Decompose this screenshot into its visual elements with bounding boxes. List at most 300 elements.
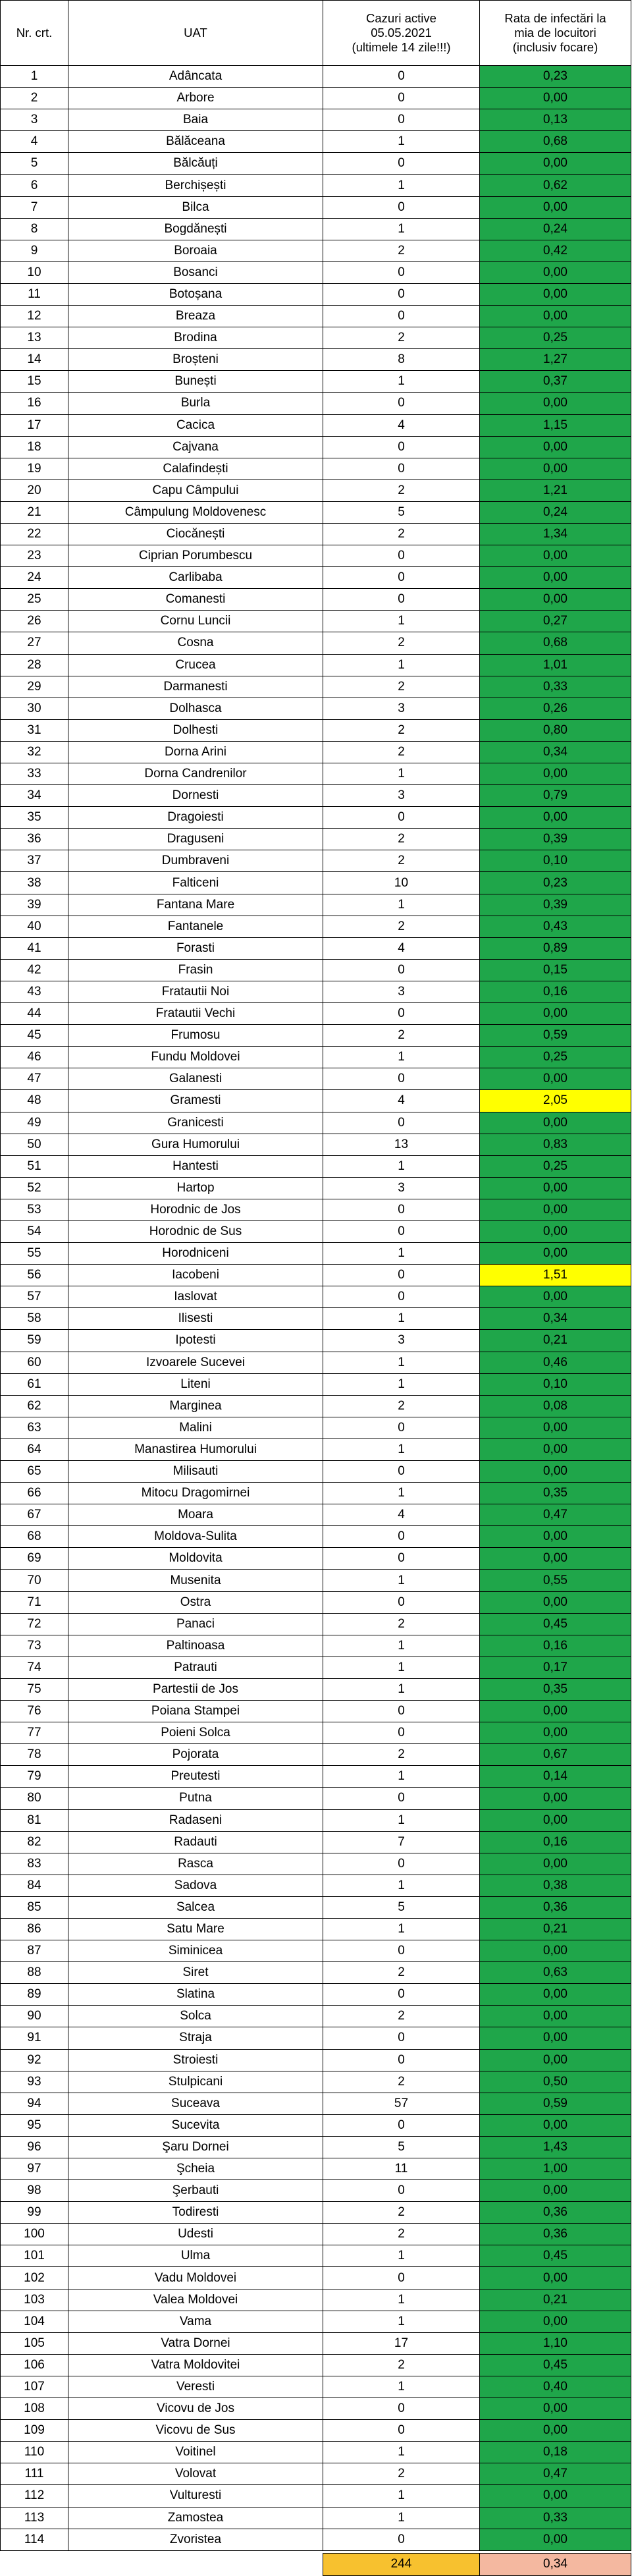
cell-cases[interactable]: 1 [323, 1570, 480, 1591]
cell-nr[interactable]: 92 [1, 2049, 68, 2071]
cell-nr[interactable]: 17 [1, 414, 68, 436]
cell-rate[interactable]: 0,16 [480, 981, 631, 1002]
cell-rate[interactable]: 0,00 [480, 807, 631, 829]
cell-cases[interactable]: 4 [323, 414, 480, 436]
cell-cases[interactable]: 0 [323, 436, 480, 458]
cell-rate[interactable]: 0,00 [480, 1220, 631, 1242]
cell-nr[interactable]: 99 [1, 2202, 68, 2224]
cell-uat[interactable]: Moldova-Sulita [68, 1526, 323, 1548]
cell-rate[interactable]: 0,00 [480, 2420, 631, 2442]
cell-rate[interactable]: 0,14 [480, 1766, 631, 1788]
cell-rate[interactable]: 0,35 [480, 1678, 631, 1700]
cell-uat[interactable]: Gramesti [68, 1090, 323, 1112]
cell-rate[interactable]: 0,00 [480, 196, 631, 218]
cell-rate[interactable]: 0,55 [480, 1570, 631, 1591]
cell-rate[interactable]: 0,21 [480, 1918, 631, 1940]
cell-uat[interactable]: Vatra Moldovitei [68, 2354, 323, 2376]
cell-uat[interactable]: Poieni Solca [68, 1722, 323, 1744]
cell-rate[interactable]: 1,00 [480, 2158, 631, 2180]
cell-rate[interactable]: 0,08 [480, 1395, 631, 1417]
cell-cases[interactable]: 0 [323, 1984, 480, 2006]
cell-nr[interactable]: 36 [1, 829, 68, 850]
cell-rate[interactable]: 0,00 [480, 1243, 631, 1265]
cell-cases[interactable]: 5 [323, 1896, 480, 1918]
cell-nr[interactable]: 37 [1, 850, 68, 872]
cell-cases[interactable]: 1 [323, 218, 480, 240]
cell-uat[interactable]: Berchișești [68, 175, 323, 196]
cell-uat[interactable]: Dorna Candrenilor [68, 763, 323, 785]
cell-uat[interactable]: Ciocănești [68, 523, 323, 545]
cell-cases[interactable]: 0 [323, 458, 480, 480]
cell-rate[interactable]: 0,00 [480, 1286, 631, 1308]
cell-nr[interactable]: 69 [1, 1548, 68, 1570]
cell-cases[interactable]: 1 [323, 371, 480, 393]
cell-cases[interactable]: 2 [323, 2463, 480, 2485]
cell-cases[interactable]: 2 [323, 850, 480, 872]
cell-rate[interactable]: 0,45 [480, 2245, 631, 2267]
cell-nr[interactable]: 45 [1, 1025, 68, 1047]
cell-cases[interactable]: 0 [323, 1788, 480, 1809]
cell-nr[interactable]: 113 [1, 2507, 68, 2529]
cell-cases[interactable]: 1 [323, 763, 480, 785]
cell-cases[interactable]: 0 [323, 1853, 480, 1875]
cell-cases[interactable]: 0 [323, 261, 480, 283]
cell-rate[interactable]: 0,25 [480, 327, 631, 349]
cell-uat[interactable]: Ostra [68, 1591, 323, 1613]
cell-cases[interactable]: 4 [323, 937, 480, 959]
cell-cases[interactable]: 1 [323, 2289, 480, 2311]
cell-nr[interactable]: 63 [1, 1417, 68, 1439]
cell-uat[interactable]: Paltinoasa [68, 1635, 323, 1657]
cell-uat[interactable]: Poiana Stampei [68, 1701, 323, 1722]
cell-uat[interactable]: Arbore [68, 88, 323, 109]
cell-uat[interactable]: Veresti [68, 2376, 323, 2398]
cell-nr[interactable]: 2 [1, 88, 68, 109]
cell-rate[interactable]: 0,59 [480, 1025, 631, 1047]
cell-cases[interactable]: 0 [323, 88, 480, 109]
cell-nr[interactable]: 23 [1, 545, 68, 567]
cell-nr[interactable]: 41 [1, 937, 68, 959]
cell-rate[interactable]: 1,10 [480, 2332, 631, 2354]
cell-cases[interactable]: 0 [323, 306, 480, 327]
cell-cases[interactable]: 2 [323, 2224, 480, 2245]
cell-uat[interactable]: Boroaia [68, 240, 323, 261]
cell-nr[interactable]: 91 [1, 2027, 68, 2049]
cell-uat[interactable]: Ipotesti [68, 1330, 323, 1352]
cell-cases[interactable]: 1 [323, 2507, 480, 2529]
cell-rate[interactable]: 0,10 [480, 850, 631, 872]
cell-nr[interactable]: 15 [1, 371, 68, 393]
cell-cases[interactable]: 17 [323, 2332, 480, 2354]
cell-uat[interactable]: Radaseni [68, 1809, 323, 1831]
cell-cases[interactable]: 0 [323, 2529, 480, 2550]
cell-nr[interactable]: 86 [1, 1918, 68, 1940]
cell-nr[interactable]: 77 [1, 1722, 68, 1744]
cell-rate[interactable]: 0,00 [480, 1548, 631, 1570]
cell-cases[interactable]: 1 [323, 611, 480, 632]
cell-uat[interactable]: Putna [68, 1788, 323, 1809]
cell-uat[interactable]: Vicovu de Jos [68, 2398, 323, 2420]
cell-rate[interactable]: 0,68 [480, 632, 631, 654]
cell-cases[interactable]: 1 [323, 1373, 480, 1395]
cell-uat[interactable]: Bunești [68, 371, 323, 393]
cell-nr[interactable]: 1 [1, 66, 68, 88]
cell-cases[interactable]: 0 [323, 1220, 480, 1242]
cell-uat[interactable]: Fantanele [68, 916, 323, 937]
cell-uat[interactable]: Valea Moldovei [68, 2289, 323, 2311]
cell-rate[interactable]: 0,15 [480, 959, 631, 981]
cell-rate[interactable]: 0,00 [480, 1417, 631, 1439]
cell-nr[interactable]: 14 [1, 349, 68, 371]
cell-cases[interactable]: 1 [323, 2311, 480, 2332]
cell-nr[interactable]: 88 [1, 1962, 68, 1984]
cell-nr[interactable]: 44 [1, 1003, 68, 1025]
cell-uat[interactable]: Dorna Arini [68, 741, 323, 763]
cell-cases[interactable]: 2 [323, 676, 480, 698]
cell-rate[interactable]: 0,00 [480, 1853, 631, 1875]
cell-uat[interactable]: Pojorata [68, 1744, 323, 1766]
cell-nr[interactable]: 72 [1, 1613, 68, 1635]
cell-nr[interactable]: 55 [1, 1243, 68, 1265]
cell-rate[interactable]: 0,21 [480, 1330, 631, 1352]
cell-rate[interactable]: 0,62 [480, 175, 631, 196]
cell-rate[interactable]: 0,00 [480, 2529, 631, 2550]
cell-uat[interactable]: Fundu Moldovei [68, 1047, 323, 1068]
cell-rate[interactable]: 0,00 [480, 1112, 631, 1134]
cell-uat[interactable]: Botoșana [68, 283, 323, 305]
cell-nr[interactable]: 111 [1, 2463, 68, 2485]
cell-rate[interactable]: 0,00 [480, 1788, 631, 1809]
cell-rate[interactable]: 0,00 [480, 567, 631, 589]
cell-rate[interactable]: 0,00 [480, 306, 631, 327]
cell-cases[interactable]: 2 [323, 1962, 480, 1984]
cell-nr[interactable]: 9 [1, 240, 68, 261]
cell-nr[interactable]: 101 [1, 2245, 68, 2267]
cell-nr[interactable]: 31 [1, 719, 68, 741]
cell-nr[interactable]: 68 [1, 1526, 68, 1548]
cell-uat[interactable]: Moara [68, 1504, 323, 1526]
cell-rate[interactable]: 0,00 [480, 1526, 631, 1548]
cell-cases[interactable]: 2 [323, 1744, 480, 1766]
cell-cases[interactable]: 3 [323, 1330, 480, 1352]
cell-rate[interactable]: 0,00 [480, 283, 631, 305]
cell-nr[interactable]: 25 [1, 589, 68, 611]
cell-rate[interactable]: 0,00 [480, 1722, 631, 1744]
cell-nr[interactable]: 65 [1, 1461, 68, 1483]
cell-rate[interactable]: 0,00 [480, 1809, 631, 1831]
cell-uat[interactable]: Cacica [68, 414, 323, 436]
cell-nr[interactable]: 38 [1, 872, 68, 894]
cell-rate[interactable]: 0,23 [480, 66, 631, 88]
cell-uat[interactable]: Satu Mare [68, 1918, 323, 1940]
cell-cases[interactable]: 0 [323, 109, 480, 131]
cell-rate[interactable]: 0,00 [480, 1940, 631, 1962]
cell-uat[interactable]: Comanesti [68, 589, 323, 611]
cell-uat[interactable]: Radauti [68, 1831, 323, 1853]
cell-rate[interactable]: 1,43 [480, 2136, 631, 2158]
cell-rate[interactable]: 0,43 [480, 916, 631, 937]
cell-uat[interactable]: Todiresti [68, 2202, 323, 2224]
cell-uat[interactable]: Frumosu [68, 1025, 323, 1047]
cell-cases[interactable]: 0 [323, 2114, 480, 2136]
cell-nr[interactable]: 84 [1, 1875, 68, 1896]
cell-nr[interactable]: 94 [1, 2093, 68, 2114]
cell-cases[interactable]: 1 [323, 1352, 480, 1373]
cell-rate[interactable]: 0,38 [480, 1875, 631, 1896]
cell-uat[interactable]: Sucevita [68, 2114, 323, 2136]
cell-uat[interactable]: Baia [68, 109, 323, 131]
cell-uat[interactable]: Musenita [68, 1570, 323, 1591]
cell-cases[interactable]: 0 [323, 1701, 480, 1722]
cell-cases[interactable]: 57 [323, 2093, 480, 2114]
cell-nr[interactable]: 30 [1, 698, 68, 719]
cell-nr[interactable]: 104 [1, 2311, 68, 2332]
cell-rate[interactable]: 2,05 [480, 1090, 631, 1112]
cell-uat[interactable]: Partestii de Jos [68, 1678, 323, 1700]
cell-nr[interactable]: 103 [1, 2289, 68, 2311]
cell-uat[interactable]: Horodnic de Jos [68, 1199, 323, 1220]
cell-nr[interactable]: 43 [1, 981, 68, 1002]
cell-nr[interactable]: 42 [1, 959, 68, 981]
cell-uat[interactable]: Dumbraveni [68, 850, 323, 872]
cell-rate[interactable]: 0,46 [480, 1352, 631, 1373]
cell-cases[interactable]: 5 [323, 2136, 480, 2158]
cell-nr[interactable]: 71 [1, 1591, 68, 1613]
cell-rate[interactable]: 0,00 [480, 589, 631, 611]
cell-uat[interactable]: Milisauti [68, 1461, 323, 1483]
cell-cases[interactable]: 0 [323, 2267, 480, 2289]
cell-rate[interactable]: 0,00 [480, 1068, 631, 1090]
cell-cases[interactable]: 0 [323, 1940, 480, 1962]
cell-rate[interactable]: 0,00 [480, 261, 631, 283]
cell-cases[interactable]: 0 [323, 1068, 480, 1090]
cell-nr[interactable]: 61 [1, 1373, 68, 1395]
cell-nr[interactable]: 20 [1, 480, 68, 501]
cell-rate[interactable]: 0,45 [480, 2354, 631, 2376]
cell-rate[interactable]: 0,39 [480, 829, 631, 850]
cell-nr[interactable]: 73 [1, 1635, 68, 1657]
cell-nr[interactable]: 81 [1, 1809, 68, 1831]
cell-nr[interactable]: 47 [1, 1068, 68, 1090]
cell-uat[interactable]: Straja [68, 2027, 323, 2049]
cell-nr[interactable]: 83 [1, 1853, 68, 1875]
cell-nr[interactable]: 4 [1, 131, 68, 153]
cell-cases[interactable]: 1 [323, 2442, 480, 2463]
cell-nr[interactable]: 46 [1, 1047, 68, 1068]
cell-cases[interactable]: 2 [323, 2006, 480, 2027]
cell-nr[interactable]: 24 [1, 567, 68, 589]
cell-uat[interactable]: Zamostea [68, 2507, 323, 2529]
cell-cases[interactable]: 0 [323, 807, 480, 829]
cell-cases[interactable]: 0 [323, 1003, 480, 1025]
cell-nr[interactable]: 90 [1, 2006, 68, 2027]
cell-nr[interactable]: 114 [1, 2529, 68, 2550]
cell-cases[interactable]: 11 [323, 2158, 480, 2180]
cell-uat[interactable]: Panaci [68, 1613, 323, 1635]
cell-cases[interactable]: 2 [323, 1613, 480, 1635]
cell-uat[interactable]: Solca [68, 2006, 323, 2027]
header-rate[interactable] [480, 1, 631, 66]
cell-rate[interactable]: 0,00 [480, 763, 631, 785]
cell-rate[interactable]: 1,21 [480, 480, 631, 501]
cell-cases[interactable]: 2 [323, 1025, 480, 1047]
cell-nr[interactable]: 57 [1, 1286, 68, 1308]
cell-uat[interactable]: Horodniceni [68, 1243, 323, 1265]
cell-cases[interactable]: 1 [323, 2376, 480, 2398]
cell-nr[interactable]: 110 [1, 2442, 68, 2463]
cell-rate[interactable]: 0,23 [480, 872, 631, 894]
header-nr[interactable]: Nr. crt. [1, 1, 68, 66]
cell-nr[interactable]: 8 [1, 218, 68, 240]
cell-uat[interactable]: Vatra Dornei [68, 2332, 323, 2354]
cell-cases[interactable]: 1 [323, 1635, 480, 1657]
cell-rate[interactable]: 0,36 [480, 2202, 631, 2224]
cell-uat[interactable]: Câmpulung Moldovenesc [68, 501, 323, 523]
cell-cases[interactable]: 0 [323, 1722, 480, 1744]
cell-uat[interactable]: Galanesti [68, 1068, 323, 1090]
cell-uat[interactable]: Fantana Mare [68, 894, 323, 916]
cell-nr[interactable]: 106 [1, 2354, 68, 2376]
cell-uat[interactable]: Dornesti [68, 785, 323, 807]
cell-nr[interactable]: 18 [1, 436, 68, 458]
cell-rate[interactable]: 0,00 [480, 2180, 631, 2202]
cell-uat[interactable]: Ilisesti [68, 1308, 323, 1330]
cell-cases[interactable]: 8 [323, 349, 480, 371]
cell-uat[interactable]: Manastirea Humorului [68, 1439, 323, 1460]
cell-uat[interactable]: Broșteni [68, 349, 323, 371]
cell-rate[interactable]: 0,00 [480, 2049, 631, 2071]
cell-nr[interactable]: 74 [1, 1657, 68, 1678]
cell-cases[interactable]: 2 [323, 719, 480, 741]
cell-nr[interactable]: 112 [1, 2485, 68, 2507]
cell-nr[interactable]: 5 [1, 153, 68, 175]
cell-nr[interactable]: 78 [1, 1744, 68, 1766]
cell-uat[interactable]: Fratautii Vechi [68, 1003, 323, 1025]
cell-nr[interactable]: 39 [1, 894, 68, 916]
cell-uat[interactable]: Şerbauti [68, 2180, 323, 2202]
cell-cases[interactable]: 10 [323, 872, 480, 894]
cell-cases[interactable]: 0 [323, 153, 480, 175]
cell-nr[interactable]: 98 [1, 2180, 68, 2202]
cell-rate[interactable]: 0,00 [480, 1701, 631, 1722]
cell-nr[interactable]: 64 [1, 1439, 68, 1460]
cell-uat[interactable]: Bilca [68, 196, 323, 218]
cell-uat[interactable]: Bogdănești [68, 218, 323, 240]
cell-uat[interactable]: Bălăceana [68, 131, 323, 153]
cell-cases[interactable]: 3 [323, 981, 480, 1002]
total-cases-cell[interactable]: 244 [323, 2553, 480, 2575]
cell-cases[interactable]: 0 [323, 1526, 480, 1548]
cell-rate[interactable]: 0,24 [480, 218, 631, 240]
cell-nr[interactable]: 59 [1, 1330, 68, 1352]
cell-nr[interactable]: 11 [1, 283, 68, 305]
cell-uat[interactable]: Zvoristea [68, 2529, 323, 2550]
cell-rate[interactable]: 0,67 [480, 1744, 631, 1766]
cell-cases[interactable]: 2 [323, 916, 480, 937]
cell-cases[interactable]: 1 [323, 1308, 480, 1330]
cell-nr[interactable]: 58 [1, 1308, 68, 1330]
cell-rate[interactable]: 0,80 [480, 719, 631, 741]
cell-nr[interactable]: 26 [1, 611, 68, 632]
cell-uat[interactable]: Ciprian Porumbescu [68, 545, 323, 567]
cell-nr[interactable]: 79 [1, 1766, 68, 1788]
cell-nr[interactable]: 7 [1, 196, 68, 218]
cell-nr[interactable]: 100 [1, 2224, 68, 2245]
cell-rate[interactable]: 0,00 [480, 2398, 631, 2420]
cell-nr[interactable]: 67 [1, 1504, 68, 1526]
cell-uat[interactable]: Brodina [68, 327, 323, 349]
cell-nr[interactable]: 13 [1, 327, 68, 349]
cell-uat[interactable]: Cajvana [68, 436, 323, 458]
cell-uat[interactable]: Şcheia [68, 2158, 323, 2180]
cell-nr[interactable]: 66 [1, 1483, 68, 1504]
cell-cases[interactable]: 0 [323, 66, 480, 88]
cell-uat[interactable]: Mitocu Dragomirnei [68, 1483, 323, 1504]
cell-rate[interactable]: 0,00 [480, 1984, 631, 2006]
cell-cases[interactable]: 0 [323, 589, 480, 611]
cell-rate[interactable]: 0,79 [480, 785, 631, 807]
cell-uat[interactable]: Siret [68, 1962, 323, 1984]
cell-nr[interactable]: 76 [1, 1701, 68, 1722]
cell-cases[interactable]: 0 [323, 2027, 480, 2049]
cell-rate[interactable]: 0,50 [480, 2071, 631, 2093]
cell-rate[interactable]: 0,00 [480, 436, 631, 458]
cell-rate[interactable]: 0,34 [480, 1308, 631, 1330]
cell-cases[interactable]: 0 [323, 1112, 480, 1134]
cell-rate[interactable]: 0,00 [480, 153, 631, 175]
cell-cases[interactable]: 1 [323, 654, 480, 676]
cell-cases[interactable]: 5 [323, 501, 480, 523]
cell-nr[interactable]: 95 [1, 2114, 68, 2136]
cell-nr[interactable]: 27 [1, 632, 68, 654]
cell-rate[interactable]: 0,45 [480, 1613, 631, 1635]
cell-cases[interactable]: 2 [323, 2354, 480, 2376]
cell-nr[interactable]: 75 [1, 1678, 68, 1700]
cell-cases[interactable]: 1 [323, 894, 480, 916]
cell-nr[interactable]: 28 [1, 654, 68, 676]
cell-rate[interactable]: 0,68 [480, 131, 631, 153]
cell-uat[interactable]: Forasti [68, 937, 323, 959]
cell-nr[interactable]: 80 [1, 1788, 68, 1809]
cell-uat[interactable]: Dolhasca [68, 698, 323, 719]
cell-uat[interactable]: Moldovita [68, 1548, 323, 1570]
cell-uat[interactable]: Siminicea [68, 1940, 323, 1962]
cell-nr[interactable]: 82 [1, 1831, 68, 1853]
cell-uat[interactable]: Granicesti [68, 1112, 323, 1134]
cell-cases[interactable]: 2 [323, 632, 480, 654]
header-uat[interactable]: UAT [68, 1, 323, 66]
cell-cases[interactable]: 7 [323, 1831, 480, 1853]
cell-nr[interactable]: 29 [1, 676, 68, 698]
cell-cases[interactable]: 1 [323, 2245, 480, 2267]
cell-rate[interactable]: 0,10 [480, 1373, 631, 1395]
cell-uat[interactable]: Crucea [68, 654, 323, 676]
cell-uat[interactable]: Burla [68, 393, 323, 414]
cell-cases[interactable]: 0 [323, 1461, 480, 1483]
cell-cases[interactable]: 1 [323, 2485, 480, 2507]
cell-cases[interactable]: 2 [323, 240, 480, 261]
cell-rate[interactable]: 0,00 [480, 1003, 631, 1025]
cell-cases[interactable]: 1 [323, 1918, 480, 1940]
cell-cases[interactable]: 3 [323, 698, 480, 719]
cell-cases[interactable]: 2 [323, 829, 480, 850]
total-rate-cell[interactable]: 0,34 [480, 2553, 631, 2575]
cell-rate[interactable]: 1,27 [480, 349, 631, 371]
cell-uat[interactable]: Rasca [68, 1853, 323, 1875]
cell-rate[interactable]: 0,00 [480, 1199, 631, 1220]
cell-rate[interactable]: 0,25 [480, 1047, 631, 1068]
cell-rate[interactable]: 0,42 [480, 240, 631, 261]
